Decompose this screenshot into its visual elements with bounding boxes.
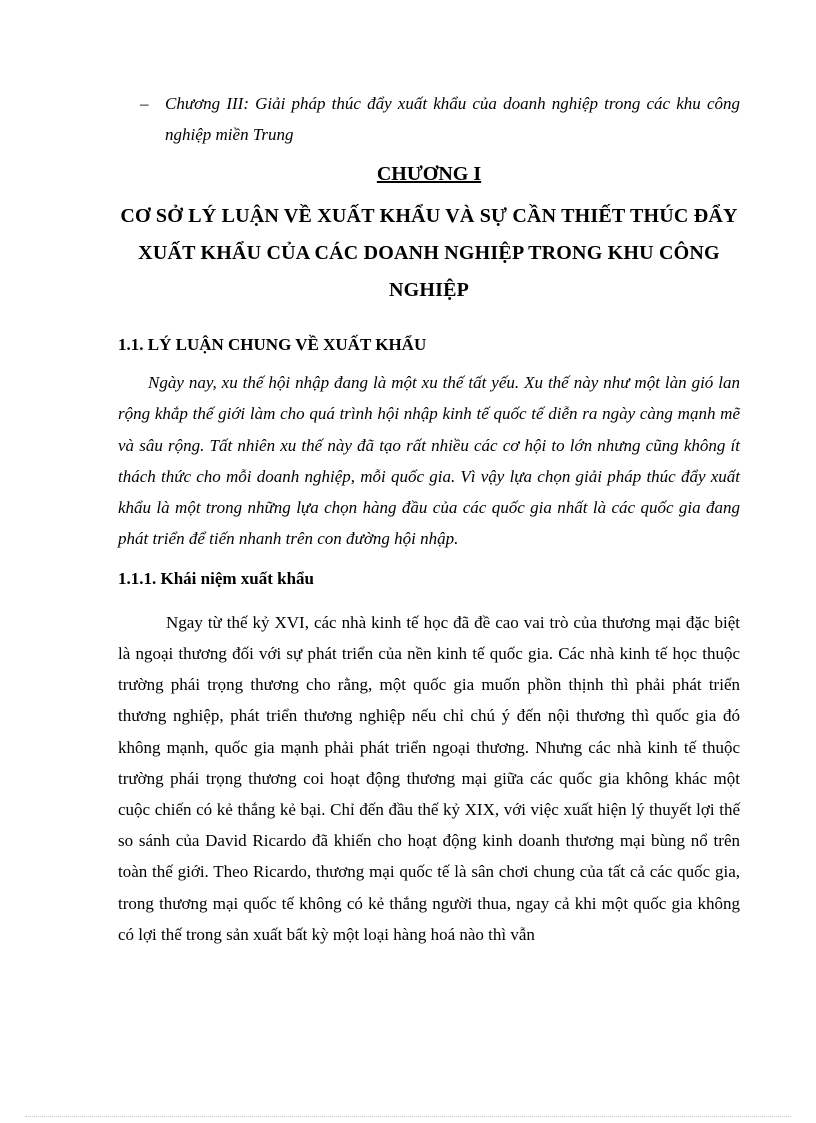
toc-item-text: Chương III: Giải pháp thúc đẩy xuất khẩu của doanh nghiệp trong các khu công nghiệp miền Trung xyxy=(165,94,740,144)
subsection-heading: 1.1.1. Khái niệm xuất khẩu xyxy=(118,568,315,588)
chapter-title: CƠ SỞ LÝ LUẬN VỀ XUẤT KHẨU VÀ SỰ CẦN THIẾT THÚC ĐẨY XUẤT KHẨU CỦA CÁC DOANH NGHIỆP TRONG KHU CÔNG NGHIỆP xyxy=(120,205,738,301)
toc-item xyxy=(118,88,740,150)
body-paragraph: Ngay từ thế kỷ XVI, các nhà kinh tế học đã đề cao vai trò của thương mại đặc biệt là ngoại thương đối với sự phát triển của nền kinh tế quốc gia. Các nhà kinh tế học thuộc trường phái trọng thương cho rằng, một quốc gia muốn phồn thịnh thì phải phát triển thương nghiệp, phát triển thương nghiệp nếu chỉ chú ý đến nội thương thì quốc gia đó không mạnh, quốc gia mạnh phải phát triển ngoại thương. Nhưng các nhà kinh tế thuộc trường phái trọng thương coi hoạt động thương mại giữa các quốc gia không khác một cuộc chiến có kẻ thắng kẻ bại. Chỉ đến đầu thế kỷ XIX, với việc xuất hiện lý thuyết lợi thế so sánh của David Ricardo đã khiến cho hoạt động kinh doanh thương mại bùng nổ trên toàn thế giới. Theo Ricardo, thương mại quốc tế là sân chơi chung của tất cả các quốc gia, trong thương mại quốc tế không có kẻ thắng người thua, ngay cả khi một quốc gia không có lợi thế trong sản xuất bất kỳ một loại hàng hoá nào thì vẫn xyxy=(118,612,740,944)
page-bottom-divider xyxy=(25,1116,791,1117)
chapter-label: CHƯƠNG I xyxy=(376,163,482,185)
bullet-dash: – xyxy=(140,94,149,113)
section-heading: 1.1. LÝ LUẬN CHUNG VỀ XUẤT KHẨU xyxy=(118,335,427,354)
section-intro-paragraph: Ngày nay, xu thế hội nhập đang là một xu thế tất yếu. Xu thế này như một làn gió lan rộng khắp thế giới làm cho quá trình hội nhập kinh tế quốc tế diễn ra ngày càng mạnh mẽ và sâu rộng. Tất nhiên xu thế này đã tạo rất nhiều các cơ hội to lớn nhưng cũng không ít thách thức cho mỗi doanh nghiệp, mỗi quốc gia. Vì vậy lựa chọn giải pháp thúc đẩy xuất khẩu là một trong những lựa chọn hàng đầu của các quốc gia nhất là các quốc gia đang phát triển để tiến nhanh trên con đường hội nhập. xyxy=(118,373,740,549)
document-page xyxy=(118,88,740,950)
